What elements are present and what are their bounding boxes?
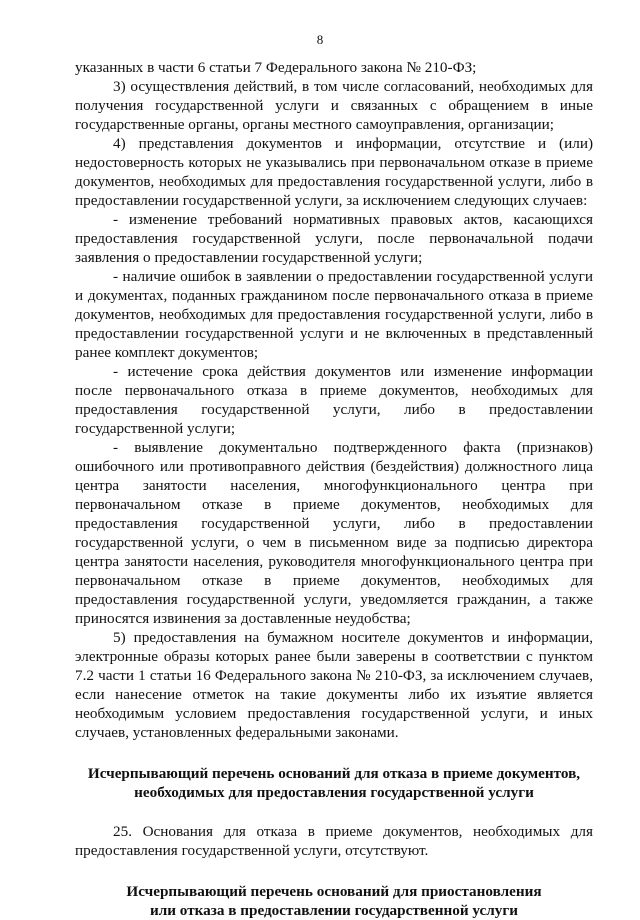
heading-line: Исчерпывающий перечень оснований для отказа в приеме документов,	[87, 765, 581, 782]
bullet-official-error: - выявление документально подтвержденного факта (признаков) ошибочного или противоправного действия (бездействия) должностного лица центра занятости населения, многофункционального центра при первоначальном отказе в приеме документов, необходимых для предоставления государственной услуги, либо в предоставлении государственной услуги, о чем в письменном виде за подписью директора центра занятости населения, руководителя многофункционального центра при первоначальном отказе в приеме документов, необходимых для предоставления государственной услуги, уведомляется гражданин, а также приносятся извинения за доставленные неудобства;	[75, 439, 593, 627]
section-heading-suspension-grounds	[75, 882, 593, 920]
heading-line: Исчерпывающий перечень оснований для приостановления	[126, 883, 542, 900]
heading-line: или отказа в предоставлении государственной услуги	[149, 902, 518, 919]
heading-line: необходимых для предоставления государственной услуги	[134, 784, 534, 801]
paragraph-25: 25. Основания для отказа в приеме документов, необходимых для предоставления государственной услуги, отсутствуют.	[75, 823, 593, 859]
document-body	[75, 58, 593, 920]
paragraph-item-3: 3) осуществления действий, в том числе согласований, необходимых для получения государственной услуги и связанных с обращением в иные государственные органы, органы местного самоуправления, организации;	[75, 78, 593, 133]
paragraph-continuation: указанных в части 6 статьи 7 Федерального закона № 210-ФЗ;	[75, 59, 477, 76]
section-heading-refusal-grounds	[75, 764, 593, 802]
page-number: 8	[316, 32, 324, 47]
paragraph-item-4: 4) представления документов и информации, отсутствие и (или) недостоверность которых не указывались при первоначальном отказе в приеме документов, необходимых для предоставления государственной услуги, либо в предоставлении государственной услуги, за исключением следующих случаев:	[75, 135, 593, 209]
bullet-application-errors: - наличие ошибок в заявлении о предоставлении государственной услуги и документах, поданных гражданином после первоначального отказа в приеме документов, необходимых для предоставления государственной услуги, либо в предоставлении государственной услуги и не включенных в представленный ранее комплект документов;	[75, 268, 593, 361]
paragraph-item-5: 5) предоставления на бумажном носителе документов и информации, электронные образы которых ранее были заверены в соответствии с пунктом 7.2 части 1 статьи 16 Федерального закона № 210-ФЗ, за исключением случаев, если нанесение отметок на такие документы либо их изъятие является необходимым условием предоставления государственной услуги, и иных случаев, установленных федеральными законами.	[75, 629, 593, 741]
bullet-documents-expiry: - истечение срока действия документов или изменение информации после первоначального отказа в приеме документов, необходимых для предоставления государственной услуги, либо в предоставлении государственной услуги;	[75, 363, 593, 437]
bullet-requirements-change: - изменение требований нормативных правовых актов, касающихся предоставления государственной услуги, после первоначальной подачи заявления о предоставлении государственной услуги;	[75, 211, 593, 266]
